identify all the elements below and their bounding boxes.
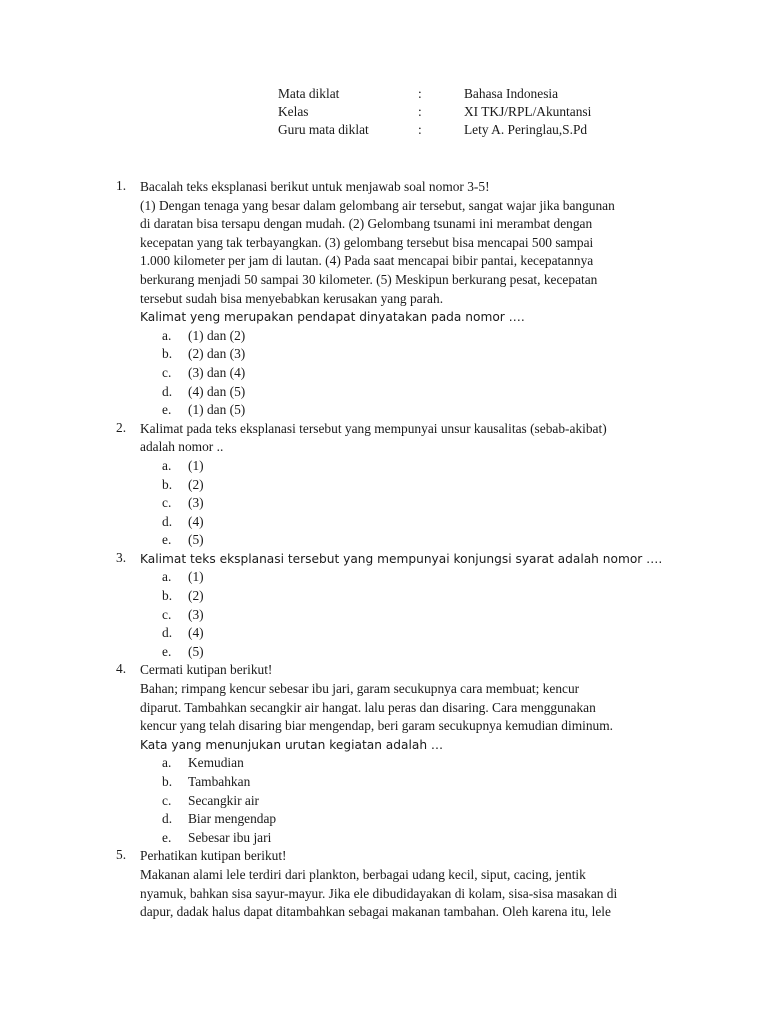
answer-option-c[interactable] [140,606,676,625]
option-text: (1) dan (5) [188,402,246,418]
option-letter: d. [162,513,173,529]
option-letter: d. [162,625,173,641]
answer-option-d[interactable] [140,383,676,402]
option-letter: e. [162,643,172,659]
option-letter: a. [162,569,172,585]
header-value: Bahasa Indonesia [464,86,559,101]
question-list [116,178,676,922]
option-text: (2) dan (3) [188,346,246,362]
header-colon: : [418,104,422,119]
option-letter: b. [162,346,173,362]
header-info [278,85,591,139]
option-text: (1) [188,569,204,585]
question-number: 5. [116,847,127,863]
question-4 [116,661,676,847]
answer-option-d[interactable] [140,513,676,532]
option-letter: b. [162,588,173,604]
answer-option-e[interactable] [140,531,676,550]
question-text-line: Cermati kutipan berikut! [140,662,273,678]
question-text-line: kecepatan yang tak terbayangkan. (3) gelombang tersebut bisa mencapai 500 sampai [140,234,594,250]
header-row-class [278,103,591,121]
option-text: Tambahkan [188,774,251,789]
header-label: Mata diklat [278,86,340,101]
question-text-line: nyamuk, bahkan sisa sayur-mayur. Jika ele dibudidayakan di kolam, sisa-sisa masakan di [140,885,618,901]
question-1 [116,178,676,420]
option-letter: d. [162,811,173,827]
question-5 [116,847,676,921]
option-text: Secangkir air [188,792,260,808]
header-colon: : [418,86,422,101]
question-number: 2. [116,419,127,435]
header-label: Kelas [278,104,309,119]
option-letter: b. [162,476,173,492]
question-prompt: Kalimat yeng merupakan pendapat dinyatakan pada nomor …. [140,310,525,325]
option-text: (1) [188,457,204,473]
option-letter: e. [162,532,172,548]
question-text-line: di daratan bisa tersapu dengan mudah. (2) Gelombang tsunami ini merambat dengan [140,216,593,232]
option-letter: c. [162,364,172,380]
option-text: (4) [188,513,204,529]
header-row-subject [278,85,591,103]
header-value: Lety A. Peringlau,S.Pd [464,122,588,137]
answer-option-e[interactable] [140,401,676,420]
option-text: Kemudian [188,755,244,771]
option-letter: e. [162,829,172,845]
header-row-teacher [278,121,591,139]
question-2 [116,420,676,550]
question-prompt: Kata yang menunjukan urutan kegiatan adalah … [140,737,444,752]
option-text: (4) dan (5) [188,383,246,399]
option-letter: a. [162,327,172,343]
question-number: 4. [116,661,127,677]
option-text: (2) [188,476,204,492]
question-text-line: Bahan; rimpang kencur sebesar ibu jari, garam secukupnya cara membuat; kencur [140,681,580,697]
question-text-line: adalah nomor .. [140,439,224,455]
answer-option-a[interactable] [140,754,676,773]
answer-option-a[interactable] [140,568,676,587]
option-text: (5) [188,532,204,548]
question-text-line: Bacalah teks eksplanasi berikut untuk menjawab soal nomor 3-5! [140,179,490,194]
option-letter: c. [162,792,172,808]
header-value: XI TKJ/RPL/Akuntansi [464,104,592,119]
question-3 [116,550,676,662]
answer-option-a[interactable] [140,327,676,346]
option-text: (3) [188,606,204,622]
option-letter: a. [162,457,172,473]
question-text-line: diparut. Tambahkan secangkir air hangat. lalu peras dan disaring. Cara menggunakan [140,699,596,715]
question-text-line: dapur, dadak halus dapat ditambahkan sebagai makanan tambahan. Oleh karena itu, lele [140,904,611,920]
question-text-line: (1) Dengan tenaga yang besar dalam gelombang air tersebut, sangat wajar jika bangunan [140,197,615,213]
question-text-line: Kalimat pada teks eksplanasi tersebut yang mempunyai unsur kausalitas (sebab-akibat) [140,420,607,436]
answer-option-b[interactable] [140,345,676,364]
option-text: (1) dan (2) [188,327,246,343]
answer-option-e[interactable] [140,643,676,662]
answer-option-b[interactable] [140,773,676,792]
answer-option-b[interactable] [140,476,676,495]
option-letter: e. [162,402,172,418]
option-text: (2) [188,588,204,604]
option-text: Sebesar ibu jari [188,829,272,845]
question-text-line: berkurang menjadi 50 sampai 30 kilometer. (5) Meskipun berkurang pesat, kecepatan [140,271,598,287]
option-letter: c. [162,606,172,622]
option-text: (3) dan (4) [188,364,246,380]
answer-option-c[interactable] [140,494,676,513]
question-text-line: kencur yang telah disaring biar mengendap, beri garam secukupnya kemudian diminum. [140,718,613,734]
answer-option-e[interactable] [140,829,676,848]
option-letter: a. [162,755,172,771]
header-label: Guru mata diklat [278,122,369,137]
option-text: Biar mengendap [188,811,277,827]
option-letter: c. [162,495,172,511]
answer-option-d[interactable] [140,810,676,829]
question-text-line: Makanan alami lele terdiri dari plankton, berbagai udang kecil, siput, cacing, jentik [140,866,586,882]
question-text-line: Perhatikan kutipan berikut! [140,848,287,864]
question-text-line: 1.000 kilometer per jam di lautan. (4) Pada saat mencapai bibir pantai, kecepatannya [140,253,594,269]
option-letter: b. [162,774,173,789]
answer-option-c[interactable] [140,364,676,383]
question-prompt: Kalimat teks eksplanasi tersebut yang mempunyai konjungsi syarat adalah nomor …. [140,551,663,566]
option-text: (3) [188,495,204,511]
answer-option-d[interactable] [140,624,676,643]
question-number: 1. [116,178,127,193]
question-number: 3. [116,549,127,565]
answer-option-c[interactable] [140,792,676,811]
header-colon: : [418,122,422,137]
answer-option-b[interactable] [140,587,676,606]
option-letter: d. [162,383,173,399]
option-text: (5) [188,643,204,659]
question-text-line: tersebut sudah bisa menyebabkan kerusakan yang parah. [140,290,444,306]
answer-option-a[interactable] [140,457,676,476]
option-text: (4) [188,625,204,641]
